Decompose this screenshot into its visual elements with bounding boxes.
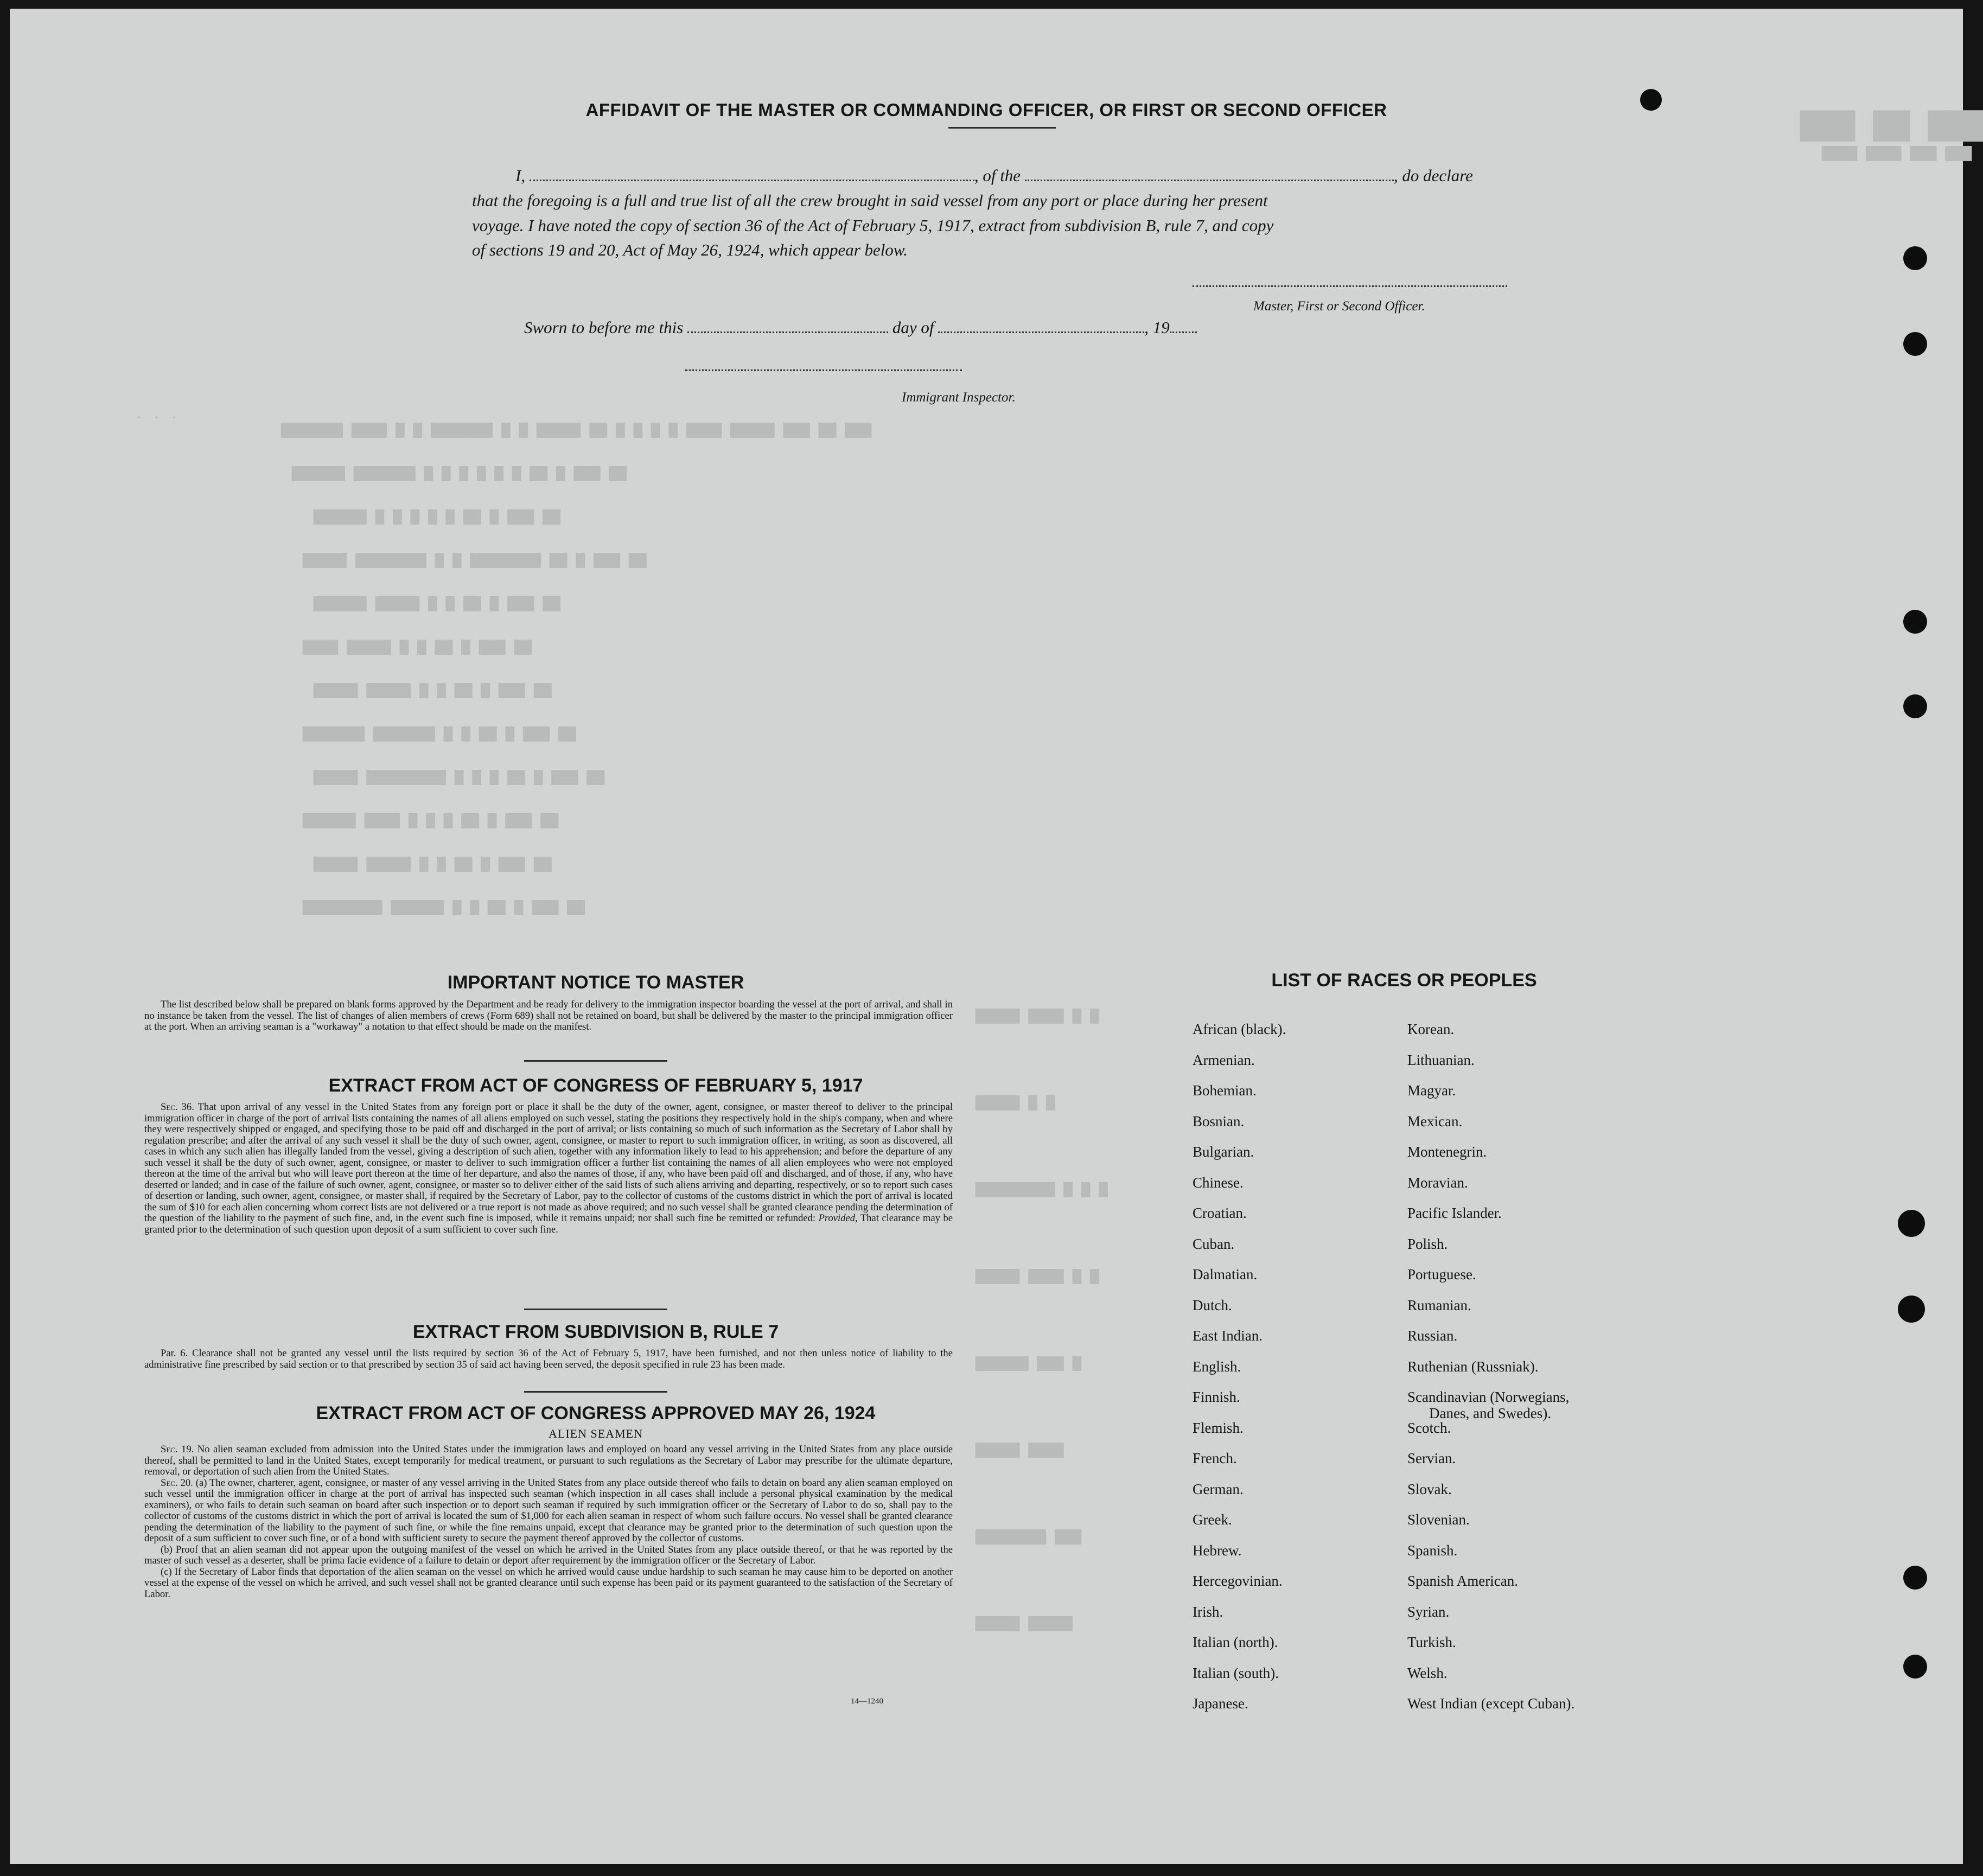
race-item: Spanish American. — [1407, 1573, 1518, 1589]
race-item: Cuban. — [1193, 1235, 1235, 1252]
race-item: Irish. — [1193, 1603, 1223, 1620]
race-item: Russian. — [1407, 1328, 1458, 1344]
extract-rule7-text — [144, 1348, 953, 1370]
extract-1924-text — [144, 1444, 953, 1600]
extract-1917-text — [144, 1102, 953, 1235]
race-item: Turkish. — [1407, 1634, 1456, 1650]
sworn-day-of: day of — [892, 318, 934, 337]
section-36-label: Sec. 36. — [161, 1101, 194, 1113]
race-item: Syrian. — [1407, 1603, 1450, 1620]
master-signature-line — [1193, 285, 1507, 287]
race-item: Slovenian. — [1407, 1511, 1470, 1528]
binder-hole — [1903, 610, 1927, 634]
race-item: Ruthenian (Russniak). — [1407, 1358, 1539, 1375]
title-divider — [948, 127, 1056, 129]
affidavit-line-1 — [472, 166, 1473, 186]
race-item: Portuguese. — [1407, 1266, 1476, 1282]
binder-hole — [1903, 246, 1927, 270]
race-item: Montenegrin. — [1407, 1144, 1487, 1160]
race-item: Danes, and Swedes). — [1429, 1405, 1551, 1421]
race-item: Korean. — [1407, 1021, 1455, 1037]
name-blank — [530, 180, 974, 181]
notice-text — [144, 999, 953, 1033]
section-19-text: No alien seaman excluded from admission into the United States under the immigration laws and employed on board any vessel arriving in the United States from any place outside thereof, shall be permitted to land in the United States, except temporarily for medical treatment, or pursuant to such regulations as the Secretary of Labor may prescribe for the ultimate departure, removal, or deportation of such alien from the United States. — [144, 1444, 953, 1477]
race-item: Lithuanian. — [1407, 1051, 1475, 1068]
inspector-signature-label: Immigrant Inspector. — [902, 390, 1016, 405]
affidavit-line-2: that the foregoing is a full and true list of all the crew brought in said vessel from any port or place during her present — [472, 191, 1268, 210]
section-19-label: Sec. 19. — [161, 1444, 194, 1455]
divider — [524, 1309, 667, 1310]
section-20a — [144, 1478, 953, 1545]
binder-hole — [1898, 1210, 1925, 1237]
provided-word: Provided, — [818, 1213, 858, 1224]
divider — [524, 1391, 667, 1393]
race-item: Slovak. — [1407, 1481, 1452, 1497]
race-item: African (black). — [1193, 1021, 1286, 1037]
binder-hole — [1903, 1655, 1927, 1679]
race-item: Bosnian. — [1193, 1113, 1245, 1130]
sworn-month-blank — [938, 331, 1144, 333]
race-item: West Indian (except Cuban). — [1407, 1695, 1575, 1712]
race-item: Pacific Islander. — [1407, 1205, 1502, 1221]
affidavit-line-4: of sections 19 and 20, Act of May 26, 1924, which appear below. — [472, 240, 908, 259]
section-20b: (b) Proof that an alien seaman did not appear upon the outgoing manifest of the vessel on which he arrived in the United States from any place outside thereof, or that he was reported by the master of such vessel as a deserter, shall be prima facie evidence of a failure to detain or deport after requirement by the immigration officer or the Secretary of Labor. — [144, 1543, 953, 1566]
race-item: Japanese. — [1193, 1695, 1248, 1712]
race-item: Dutch. — [1193, 1297, 1232, 1313]
rule7-paragraph: Par. 6. Clearance shall not be granted any vessel until the lists required by section 36 of the Act of February 5, 1917, have been furnished, and not then unless notice of liability to the administrative fine prescribed by said section or to that prescribed by section 35 of said act having been served, the deposit specified in rule 23 has been made. — [144, 1348, 953, 1370]
section-36-text: That upon arrival of any vessel in the United States from any foreign port or place it shall be the duty of the owner, agent, consignee, or master thereof to deliver to the principal immigration officer in charge of the port of arrival lists containing the names of all aliens employed on such vessel, stating the positions they respectively hold in the ship's company, when and where they were respectively shipped or engaged, and specifying those to be paid off and discharged in the port of arrival; or lists containing so much of such information as the Secretary of Labor shall by regulation prescribe; and after the arrival of any such vessel it shall be the duty of such owner, agent, consignee, or master to report to such immigration officer, in writing, as soon as discovered, all cases in which any such alien has illegally landed from the vessel, giving a description of such alien, together with any information likely to lead to his apprehension; and before the departure of any such vessel it shall be the duty of such owner, agent, consignee, or master to deliver to such immigration officer a further list containing the names of all alien employees who were not employed thereon at the time of the arrival but who will leave port thereon at the time of her departure, and also the names of those, if any, who have been paid off and discharged, and of those, if any, who have deserted or landed; and in case of the failure of such owner, agent, consignee, or master so to deliver either of the said lists of such aliens arriving and departing, respectively, or so to report such cases of desertion or landing, such owner, agent, consignee, or master shall, if required by the Secretary of Labor, pay to the collector of customs of the customs district in which the port of arrival is located the sum of $10 for each alien concerning whom correct lists are not delivered or a true report is not made as above required; and no such vessel shall be granted clearance pending the determination of the question of the liability to the payment of such fine, and, in the event such fine is imposed, while it remains unpaid; nor shall such fine be remitted or refunded: — [144, 1101, 953, 1224]
race-item: Armenian. — [1193, 1051, 1255, 1068]
race-item: Flemish. — [1193, 1419, 1244, 1436]
vessel-blank — [1025, 180, 1394, 181]
extract-1917-title: EXTRACT FROM ACT OF CONGRESS OF FEBRUARY 5, 1917 — [328, 1075, 863, 1096]
affidavit-line-3: voyage. I have noted the copy of section 36 of the Act of February 5, 1917, extract from subdivision B, rule 7, and copy — [472, 216, 1274, 235]
race-item: Dalmatian. — [1193, 1266, 1258, 1282]
extract-rule7-title: EXTRACT FROM SUBDIVISION B, RULE 7 — [412, 1322, 779, 1342]
extract-1917-paragraph — [144, 1102, 953, 1235]
race-item: German. — [1193, 1481, 1244, 1497]
race-item: Bohemian. — [1193, 1082, 1257, 1099]
race-item: Greek. — [1193, 1511, 1232, 1528]
inspector-signature-line — [685, 369, 962, 371]
sworn-year: , 19 — [1144, 318, 1170, 337]
race-item: Servian. — [1407, 1450, 1456, 1466]
section-20c: (c) If the Secretary of Labor finds that deportation of the alien seaman on the vessel on which he arrived would cause undue hardship to such seaman he may cause him to be deported on another vessel at the expense of the vessel on which he arrived, and such vessel shall not be granted clearance until such expense has been paid or its payment guaranteed to the satisfaction of the Secretary of Labor. — [144, 1566, 953, 1600]
binder-hole — [1898, 1296, 1925, 1323]
binder-hole — [1903, 332, 1927, 356]
sworn-line — [524, 318, 1197, 337]
binder-hole — [1640, 89, 1662, 111]
race-item: Rumanian. — [1407, 1297, 1471, 1313]
affidavit-declare: , do declare — [1393, 166, 1473, 185]
form-number: 14—1240 — [851, 1697, 883, 1706]
race-item: Welsh. — [1407, 1664, 1448, 1681]
master-signature-label: Master, First or Second Officer. — [1253, 299, 1425, 314]
race-item: English. — [1193, 1358, 1241, 1375]
race-item: Moravian. — [1407, 1174, 1468, 1191]
race-item: Finnish. — [1193, 1389, 1240, 1405]
affidavit-i: I, — [515, 166, 526, 185]
race-item: Hebrew. — [1193, 1542, 1242, 1559]
race-item: Polish. — [1407, 1235, 1448, 1252]
notice-paragraph: The list described below shall be prepared on blank forms approved by the Department and be ready for delivery to the immigration inspector boarding the vessel at the port of arrival, and shall in no instance be taken from the vessel. The list of changes of alien members of crews (Form 689) shall not be retained on board, but shall be delivered by the master to the principal immigration officer at the port. When an arriving seaman is a "workaway" a notation to that effect should be made on the manifest. — [144, 999, 953, 1032]
race-item: Italian (north). — [1193, 1634, 1278, 1650]
divider — [524, 1060, 667, 1062]
affidavit-of-the: , of the — [974, 166, 1021, 185]
sworn-day-blank — [687, 331, 888, 333]
extract-1924-title: EXTRACT FROM ACT OF CONGRESS APPROVED MAY 26, 1924 — [316, 1403, 876, 1424]
section-19 — [144, 1444, 953, 1478]
alien-seamen-subtitle: ALIEN SEAMEN — [549, 1427, 643, 1440]
race-item: East Indian. — [1193, 1328, 1263, 1344]
race-item: Scotch. — [1407, 1419, 1451, 1436]
document-page: ▇▇▇ ▇▇ ▇▇▇ ▇▇▇▇ ▇▇▇▇ ▇▇▇ ▇▇▇ · · · ▇▇▇▇▇▇▇ ▇▇▇▇ ▇ ▇ ▇▇▇▇▇▇▇ ▇ ▇ ▇▇▇▇▇ ▇▇ ▇ ▇ ▇ ▇ ▇▇▇▇ ▇▇▇▇▇ ▇▇▇ ▇▇ ▇▇▇ ▇▇▇▇▇▇ ▇▇▇▇▇▇▇ ▇ ▇ ▇ ▇ ▇ ▇ ▇▇ ▇ ▇▇▇ ▇▇ ▇▇▇▇▇▇ ▇ ▇ ▇ ▇ ▇ ▇▇ ▇ ▇▇▇ ▇▇ ▇▇▇▇▇ ▇▇▇▇▇▇▇▇ ▇ ▇ ▇▇▇▇▇▇▇▇ ▇▇ ▇ ▇▇▇ ▇▇ ▇▇▇▇▇▇ ▇▇▇▇▇ ▇ ▇ ▇▇ ▇ ▇▇▇ ▇▇ ▇▇▇▇ ▇▇▇▇▇ ▇ ▇ ▇▇ ▇ ▇▇▇ ▇▇ ▇▇▇▇▇ ▇▇▇▇▇ ▇ ▇ ▇▇ ▇ ▇▇▇ ▇▇ ▇▇▇▇▇▇▇ ▇▇▇▇▇▇▇ ▇ ▇ ▇▇ ▇ ▇▇▇ ▇▇ ▇▇▇▇▇ ▇▇▇▇▇▇▇▇▇ ▇ ▇ ▇ ▇▇ ▇ ▇▇▇ ▇▇ ▇▇▇▇▇▇ ▇▇▇▇ ▇ ▇ ▇ ▇▇ ▇ ▇▇▇ ▇▇ ▇▇▇▇▇ ▇▇▇▇▇ ▇ ▇ ▇▇ ▇ ▇▇▇ ▇▇ ▇▇▇▇▇▇▇▇▇ ▇▇▇▇▇▇ ▇ ▇ ▇▇ ▇ ▇▇▇ ▇▇ ▇▇▇▇▇ ▇▇▇▇ ▇ ▇ ▇▇▇▇▇ ▇ ▇ ▇▇▇▇▇▇▇▇▇ ▇ ▇ ▇ ▇▇▇▇▇ ▇▇▇▇ ▇ ▇ ▇▇▇▇▇▇ ▇▇▇ ▇ ▇▇▇▇▇ ▇▇▇▇ ▇▇▇▇▇▇▇▇ ▇▇▇ ▇▇▇▇▇ ▇▇▇▇▇ AFFIDAVIT OF THE MASTER OR COMMANDING OFFICER, OR FIRST OR SECOND OFFICER I, , of the , do declare that the foregoing is a full and true list of all the crew brought in said vessel from any port or place during her present voyage. I have noted the copy of section 36 of the Act of February 5, 1917, extract from subdivision B, rule 7, and copy of sections 19 and 20, Act of May 26, 1924, which appear below. Master, First or Second Officer. Sworn to before me this day of , 19 Immigrant Inspector. IMPORTANT NOTICE TO MASTER The list described below shall be prepared on blank forms approved by the Department and be ready for delivery to the immigration inspector boarding the vessel at the port of arrival, and shall in no instance be taken from the vessel. The list of changes of alien members of crews (Form 689) shall not be retained on board, but shall be delivered by the master to the principal immigration officer at the port. When an arriving seaman is a "workaway" a notation to that effect should be made on the manifest. EXTRACT FROM ACT OF CONGRESS OF FEBRUARY 5, 1917 Sec. 36. That upon arrival of any vessel in the United States from any foreign port or place it shall be the duty of the owner, agent, consignee, or master thereof to deliver to the principal immigration officer in charge of the port of arrival lists containing the names of all aliens employed on such vessel, stating the positions they respectively hold in the ship's company, when and where they were respectively shipped or engaged, and specifying those to be paid off and discharged in the port of arrival; or lists containing so much of such information as the Secretary of Labor shall by regulation prescribe; and after the arrival of any such vessel it shall be the duty of such owner, agent, consignee, or master to report to such immigration officer, in writing, as soon as discovered, all cases in which any such alien has illegally landed from the vessel, giving a description of such alien, together with any information likely to lead to his apprehension; and before the departure of any such vessel it shall be the duty of such owner, agent, consignee, or master to deliver to such immigration officer a further list containing the names of all alien employees who were not employed thereon at the time of the arrival but who will leave port thereon at the time of her departure, and also the names of those, if any, who have been paid off and discharged, and of those, if any, who have deserted or landed; and in case of the failure of such owner, agent, consignee, or master so to deliver either of the said lists of such aliens arriving and departing, respectively, or so to report such cases of desertion or landing, such owner, agent, consignee, or master shall, if required by the Secretary of Labor, pay to the collector of customs of the customs district in which the port of arrival is located the sum of $10 for each alien concerning whom correct lists are not delivered or a true report is not made as above required; and no such vessel shall be granted clearance pending the determination of the question of the liability to the payment of such fine, and, in the event such fine is imposed, while it remains unpaid; nor shall such fine be remitted or refunded: Provided, That clearance may be granted prior to the determination of such question upon deposit of a sum sufficient to cover such fine. EXTRACT FROM SUBDIVISION B, RULE 7 Par. 6. Clearance shall not be granted any vessel until the lists required by section 36 of the Act of February 5, 1917, have been furnished, and not then unless notice of liability to the administrative fine prescribed by said section or to that prescribed by section 35 of said act having been served, the deposit specified in rule 23 has been made. EXTRACT FROM ACT OF CONGRESS APPROVED MAY 26, 1924 ALIEN SEAMEN Sec. 19. No alien seaman excluded from admission into the United States under the immigration laws and employed on board any vessel arriving in the United States from any place outside thereof, shall be permitted to land in the United States, except temporarily for medical treatment, or pursuant to such regulations as the Secretary of Labor may prescribe for the ultimate departure, removal, or deportation of such alien from the United States. Sec. 20. (a) The owner, charterer, agent, consignee, or master of any vessel arriving in the United States from any place outside thereof who fails to detain on board any alien seaman employed on such vessel until the immigration officer in charge at the port of arrival has inspected such seaman (which inspection in all cases shall include a personal physical examination by the medical examiners), or who fails to detain such seaman on board after such inspection or to deport such seaman if required by such immigration officer or the Secretary of Labor to do so, shall pay to the collector of customs of the customs district in which the port of arrival is located the sum of $1,000 for each alien seaman in respect of whom such failure occurs. No vessel shall be granted clearance pending the determination of the liability to the payment of such fine, or while the fine remains unpaid, except that clearance may be granted prior to the determination of such question upon the deposit of a sum sufficient to cover such fine, or of a bond with sufficient surety to secure the payment thereof approved by the collector of customs. (b) Proof that an alien seaman did not appear upon the outgoing manifest of the vessel on which he arrived in the United States from any place outside thereof, or that he was reported by the master of such vessel as a deserter, shall be prima facie evidence of a failure to detain or deport after requirement by the immigration officer or the Secretary of Labor. (c) If the Secretary of Labor finds that deportation of the alien seaman on the vessel on which he arrived would cause undue hardship to such seaman he may cause him to be deported on another vessel at the expense of the vessel on which he arrived, and such vessel shall not be granted clearance until such expense has been paid or its payment guaranteed to the satisfaction of the Secretary of Labor. 14—1240 LIST OF RACES OR PEOPLES African (black). Armenian. Bohemian. Bosnian. Bulgarian. Chinese. Croatian. Cuban. Dalmatian. Dutch. East Indian. English. Finnish. Flemish. French. German. Greek. Hebrew. Hercegovinian. Irish. Italian (north). Italian (south). Japanese. Korean. Lithuanian. Magyar. Mexican. Montenegrin. Moravian. Pacific Islander. Polish. Portuguese. Rumanian. Russian. Ruthenian (Russniak). Scandinavian (Norwegians, Danes, and Swedes). Scotch. Servian. Slovak. Slovenian. Spanish. Spanish American. Syrian. Turkish. Welsh. West Indian (except Cuban). — [10, 9, 1963, 1864]
race-item: Scandinavian (Norwegians, — [1407, 1389, 1570, 1405]
race-item: French. — [1193, 1450, 1237, 1466]
race-item: Magyar. — [1407, 1082, 1456, 1099]
notice-title: IMPORTANT NOTICE TO MASTER — [447, 972, 744, 993]
sworn-text: Sworn to before me this — [524, 318, 684, 337]
binder-hole — [1903, 1566, 1927, 1590]
race-item: Italian (south). — [1193, 1664, 1279, 1681]
section-36-text-end: That clearance may be granted prior to the determination of such question upon deposit of a sum sufficient to cover such fine. — [144, 1213, 953, 1235]
race-item: Bulgarian. — [1193, 1144, 1254, 1160]
race-item: Chinese. — [1193, 1174, 1244, 1191]
races-title: LIST OF RACES OR PEOPLES — [1271, 970, 1537, 991]
race-item: Spanish. — [1407, 1542, 1458, 1559]
sworn-year-blank — [1170, 331, 1197, 333]
race-item: Croatian. — [1193, 1205, 1247, 1221]
section-20-label: Sec. 20. — [161, 1477, 193, 1489]
binder-hole — [1903, 694, 1927, 718]
race-item: Hercegovinian. — [1193, 1573, 1283, 1589]
race-item: Mexican. — [1407, 1113, 1463, 1130]
section-20a-text: (a) The owner, charterer, agent, consignee, or master of any vessel arriving in the United States from any place outside thereof who fails to detain on board any alien seaman employed on such vessel until the immigration officer in charge at the port of arrival has inspected such seaman (which inspection in all cases shall include a personal physical examination by the medical examiners), or who fails to detain such seaman on board after such inspection or to deport such seaman if required by such immigration officer or the Secretary of Labor to do so, shall pay to the collector of customs of the customs district in which the port of arrival is located the sum of $1,000 for each alien seaman in respect of whom such failure occurs. No vessel shall be granted clearance pending the determination of the liability to the payment of such fine, or while the fine remains unpaid, except that clearance may be granted prior to the determination of such question upon the deposit of a sum sufficient to cover such fine, or of a bond with sufficient surety to secure the payment thereof approved by the collector of customs. — [144, 1477, 953, 1544]
affidavit-title: AFFIDAVIT OF THE MASTER OR COMMANDING OFFICER, OR FIRST OR SECOND OFFICER — [585, 100, 1387, 120]
